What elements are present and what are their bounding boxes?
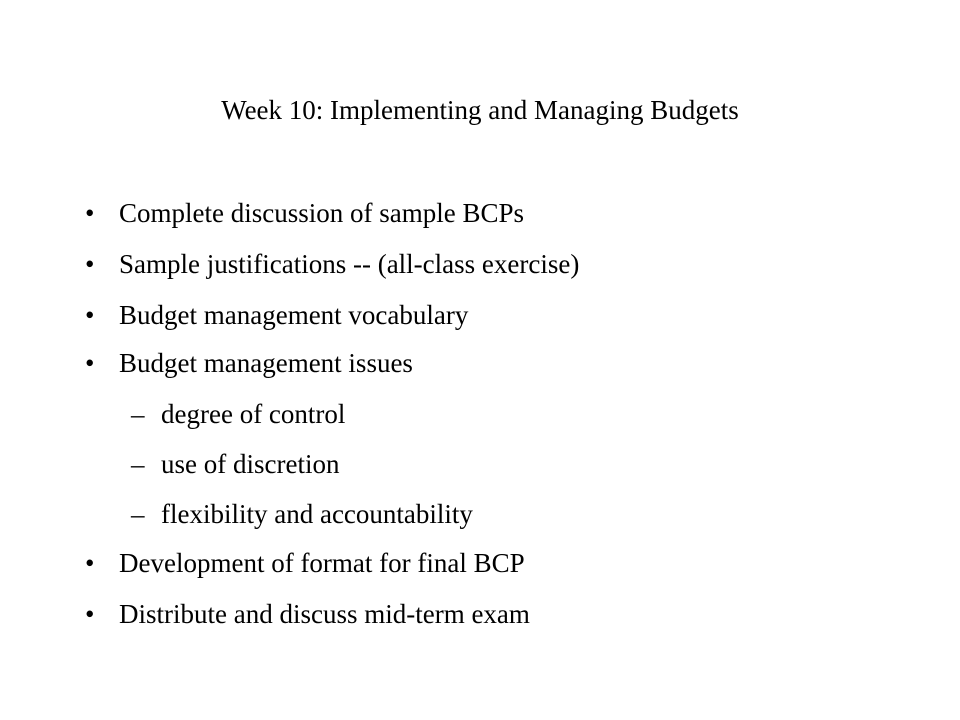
bullet-marker: • — [85, 599, 95, 629]
sub-item-text: use of discretion — [161, 449, 340, 479]
bullet-item-5 — [85, 545, 525, 581]
slide-title: Week 10: Implementing and Managing Budgets — [221, 95, 739, 125]
sub-item-3 — [131, 496, 473, 532]
bullet-item-4 — [85, 345, 413, 381]
bullet-text: Complete discussion of sample BCPs — [119, 198, 524, 228]
bullet-marker: • — [85, 198, 95, 228]
sub-item-text: degree of control — [161, 399, 346, 429]
bullet-item-3 — [85, 297, 469, 333]
sub-item-2 — [131, 446, 340, 482]
bullet-item-6 — [85, 596, 530, 632]
bullet-marker: • — [85, 300, 95, 330]
bullet-text: Budget management vocabulary — [119, 300, 469, 330]
bullet-text: Development of format for final BCP — [119, 548, 525, 578]
dash-marker: – — [131, 499, 145, 529]
dash-marker: – — [131, 449, 145, 479]
sub-item-1 — [131, 396, 346, 432]
bullet-item-1 — [85, 195, 524, 231]
bullet-marker: • — [85, 348, 95, 378]
bullet-text: Distribute and discuss mid-term exam — [119, 599, 530, 629]
sub-item-text: flexibility and accountability — [161, 499, 473, 529]
bullet-marker: • — [85, 249, 95, 279]
bullet-item-2 — [85, 246, 580, 282]
bullet-text: Budget management issues — [119, 348, 413, 378]
dash-marker: – — [131, 399, 145, 429]
bullet-marker: • — [85, 548, 95, 578]
bullet-text: Sample justifications -- (all-class exercise) — [119, 249, 580, 279]
